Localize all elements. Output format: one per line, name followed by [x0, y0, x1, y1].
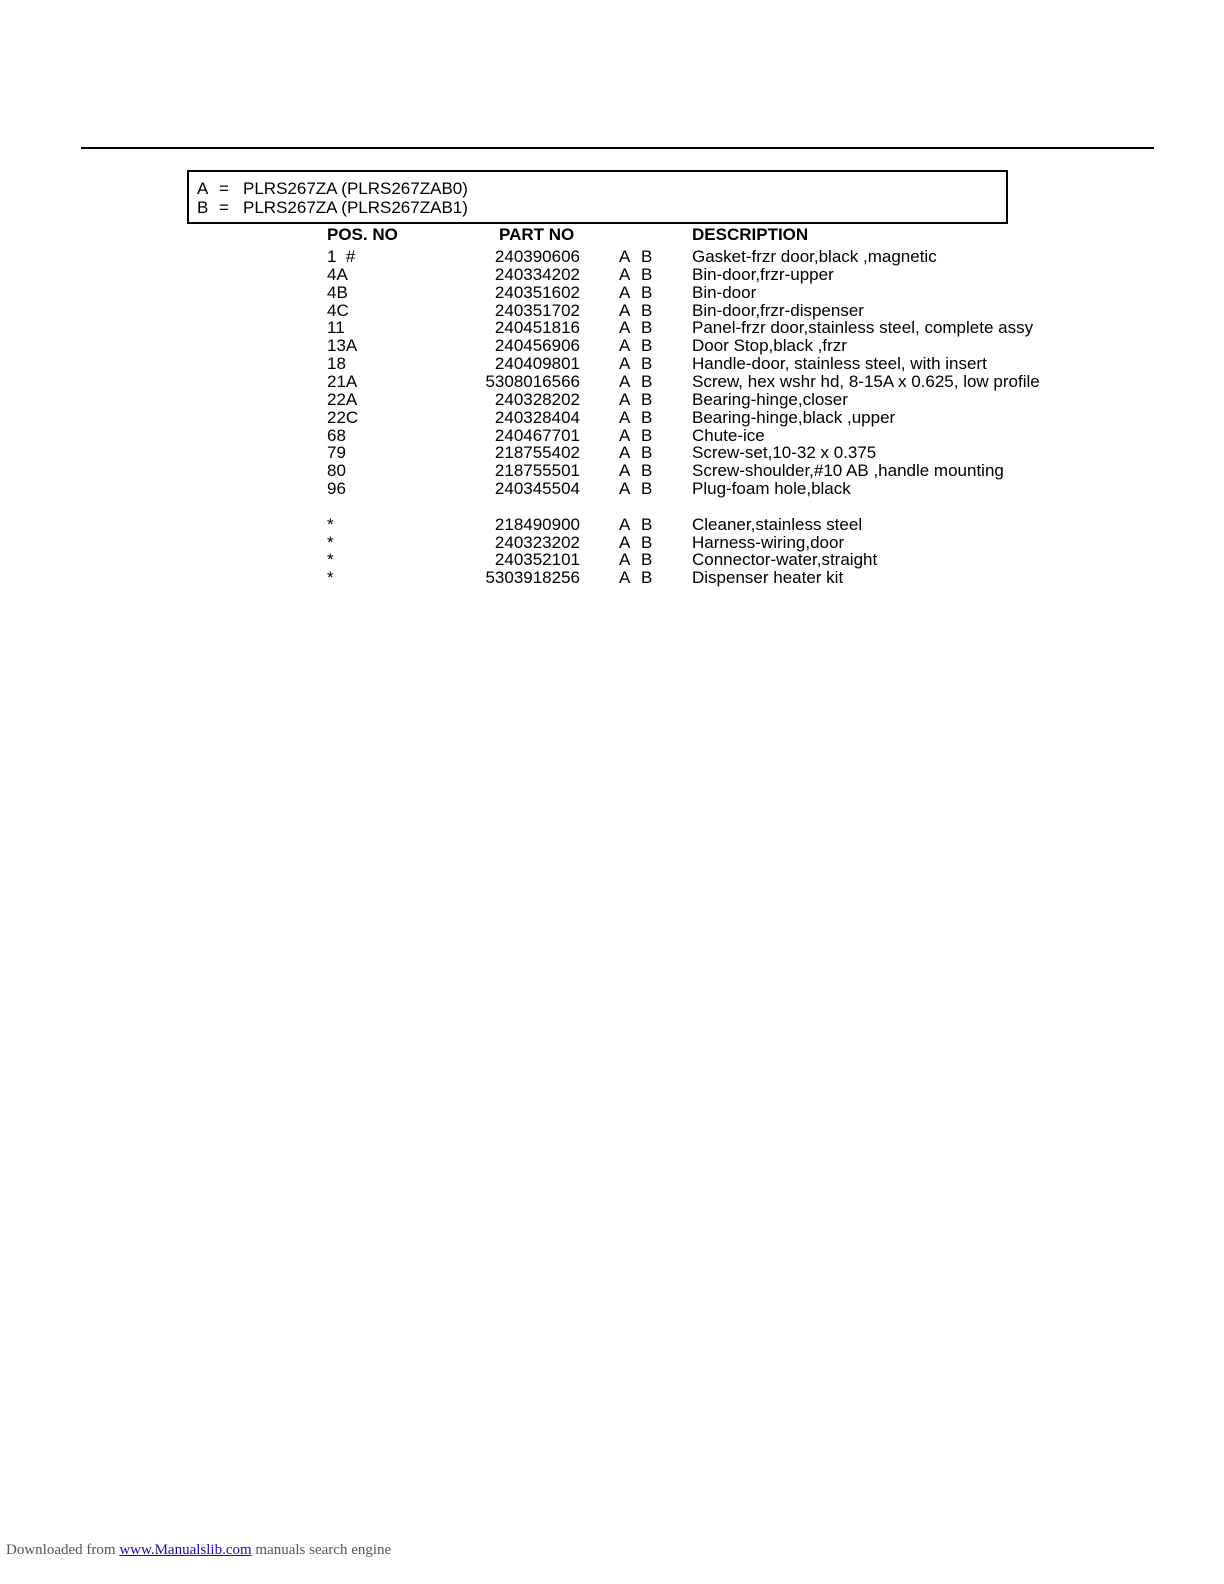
model-b-cell: B — [641, 389, 653, 409]
model-a-cell: A — [619, 443, 631, 463]
model-b-cell: B — [641, 443, 653, 463]
manualslib-link[interactable]: www.Manualslib.com — [119, 1542, 252, 1558]
model-a-cell: A — [619, 318, 631, 338]
model-a-cell: A — [619, 425, 631, 445]
model-b-cell: B — [641, 532, 653, 552]
table-row — [0, 373, 1224, 391]
model-a-cell: A — [619, 247, 631, 266]
description-cell: Gasket-frzr door,black ,magnetic — [692, 247, 937, 266]
table-row — [0, 319, 1224, 337]
part-no-cell: 240334202 — [494, 264, 580, 284]
pos-no-cell: 22A — [327, 389, 358, 409]
table-row — [0, 534, 1224, 552]
model-a-cell: A — [619, 514, 631, 534]
model-b-cell: B — [641, 479, 653, 499]
description-cell: Connector-water,straight — [692, 550, 878, 570]
legend-equals: = — [219, 179, 229, 198]
legend-key: A — [197, 179, 209, 198]
description-cell: Bin-door,frzr-dispenser — [692, 300, 864, 320]
description-cell: Handle-door, stainless steel, with insert — [692, 354, 987, 374]
table-row — [0, 284, 1224, 302]
pos-no-cell: 4B — [327, 282, 348, 302]
model-b-cell: B — [641, 371, 653, 391]
model-a-cell: A — [619, 389, 631, 409]
pos-no-cell: 11 — [327, 318, 345, 338]
model-b-cell: B — [641, 354, 653, 374]
table-row — [0, 427, 1224, 445]
part-no-cell: 240352101 — [494, 550, 580, 570]
part-no-cell: 240328404 — [494, 407, 580, 427]
legend-value: PLRS267ZA (PLRS267ZAB0) — [243, 179, 468, 198]
description-cell: Panel-frzr door,stainless steel, complete assy — [692, 318, 1034, 338]
description-cell: Harness-wiring,door — [692, 532, 845, 552]
part-no-cell: 218755402 — [494, 443, 580, 463]
header-part-no: PART NO — [499, 225, 575, 244]
pos-no-cell: * — [327, 568, 334, 588]
model-a-cell: A — [619, 354, 631, 374]
part-no-cell: 240328202 — [494, 389, 580, 409]
legend-line-b — [197, 198, 468, 217]
part-no-cell: 240409801 — [494, 354, 580, 374]
model-a-cell: A — [619, 282, 631, 302]
description-cell: Screw, hex wshr hd, 8-15A x 0.625, low profile — [692, 371, 1040, 391]
part-no-cell: 218490900 — [494, 514, 580, 534]
description-cell: Chute-ice — [692, 425, 765, 445]
table-row — [0, 551, 1224, 569]
part-no-cell: 240351702 — [494, 300, 580, 320]
table-row — [0, 480, 1224, 498]
model-a-cell: A — [619, 550, 631, 570]
part-no-cell: 5308016566 — [485, 371, 580, 391]
pos-no-cell: * — [327, 532, 334, 552]
part-no-cell: 240390606 — [494, 247, 580, 266]
pos-no-cell: 4C — [327, 300, 349, 320]
model-a-cell: A — [619, 407, 631, 427]
model-b-cell: B — [641, 318, 653, 338]
pos-no-cell: 4A — [327, 264, 348, 284]
model-a-cell: A — [619, 264, 631, 284]
description-cell: Plug-foam hole,black — [692, 479, 851, 499]
part-no-cell: 240467701 — [494, 425, 580, 445]
part-no-cell: 240451816 — [494, 318, 580, 338]
footer-suffix: manuals search engine — [251, 1542, 392, 1558]
model-b-cell: B — [641, 264, 653, 284]
header-description: DESCRIPTION — [692, 225, 809, 244]
part-no-cell: 240323202 — [494, 532, 580, 552]
table-row — [0, 444, 1224, 462]
model-b-cell: B — [641, 568, 653, 588]
description-cell: Door Stop,black ,frzr — [692, 336, 847, 356]
model-b-cell: B — [641, 300, 653, 320]
pos-no-cell: 22C — [327, 407, 359, 427]
top-rule — [81, 147, 1154, 149]
part-no-cell: 240456906 — [494, 336, 580, 356]
table-row — [0, 337, 1224, 355]
model-b-cell: B — [641, 425, 653, 445]
table-row — [0, 462, 1224, 480]
model-b-cell: B — [641, 550, 653, 570]
description-cell: Dispenser heater kit — [692, 568, 844, 588]
description-cell: Cleaner,stainless steel — [692, 514, 863, 534]
table-row — [0, 569, 1224, 587]
table-row — [0, 409, 1224, 427]
pos-no-cell: 18 — [327, 354, 346, 374]
model-b-cell: B — [641, 336, 653, 356]
header-pos-no: POS. NO — [327, 225, 398, 244]
description-cell: Screw-shoulder,#10 AB ,handle mounting — [692, 461, 1004, 481]
pos-no-cell: 80 — [327, 461, 346, 481]
table-row — [0, 248, 1224, 266]
model-b-cell: B — [641, 514, 653, 534]
footer-prefix: Downloaded from — [6, 1542, 120, 1558]
model-a-cell: A — [619, 336, 631, 356]
legend-key: B — [197, 198, 209, 217]
model-a-cell: A — [619, 461, 631, 481]
table-row — [0, 302, 1224, 320]
pos-no-cell: 79 — [327, 443, 346, 463]
legend-value: PLRS267ZA (PLRS267ZAB1) — [243, 198, 468, 217]
model-legend-box — [187, 170, 1008, 224]
pos-no-cell: 21A — [327, 371, 358, 391]
table-row — [0, 355, 1224, 373]
part-no-cell: 240345504 — [494, 479, 580, 499]
description-cell: Bin-door — [692, 282, 757, 302]
footer — [6, 1542, 391, 1559]
model-b-cell: B — [641, 407, 653, 427]
description-cell: Bearing-hinge,black ,upper — [692, 407, 896, 427]
model-a-cell: A — [619, 300, 631, 320]
part-no-cell: 5303918256 — [485, 568, 580, 588]
pos-no-cell: 96 — [327, 479, 346, 499]
legend-equals: = — [219, 198, 229, 217]
pos-no-cell: 1 # — [327, 247, 356, 266]
table-row — [0, 391, 1224, 409]
pos-no-cell: * — [327, 550, 334, 570]
description-cell: Bearing-hinge,closer — [692, 389, 848, 409]
model-b-cell: B — [641, 247, 653, 266]
part-no-cell: 240351602 — [494, 282, 580, 302]
model-a-cell: A — [619, 479, 631, 499]
model-b-cell: B — [641, 282, 653, 302]
description-cell: Bin-door,frzr-upper — [692, 264, 834, 284]
pos-no-cell: * — [327, 514, 334, 534]
legend-line-a — [197, 179, 468, 198]
pos-no-cell: 13A — [327, 336, 358, 356]
pos-no-cell: 68 — [327, 425, 346, 445]
table-row — [0, 516, 1224, 534]
model-a-cell: A — [619, 371, 631, 391]
table-row — [0, 266, 1224, 284]
part-no-cell: 218755501 — [494, 461, 580, 481]
model-a-cell: A — [619, 532, 631, 552]
description-cell: Screw-set,10-32 x 0.375 — [692, 443, 877, 463]
model-a-cell: A — [619, 568, 631, 588]
model-b-cell: B — [641, 461, 653, 481]
